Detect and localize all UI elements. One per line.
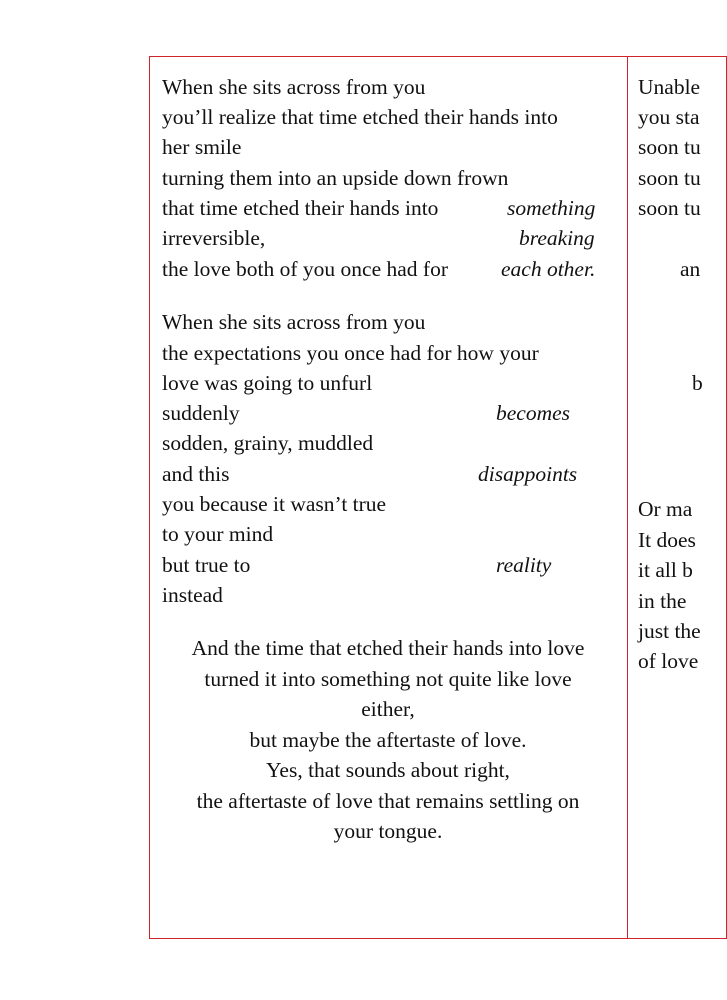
margin-word: each other. [501,257,596,281]
poem-line: you’ll realize that time etched their hands into [162,105,558,129]
poem-line: soon tu [638,196,701,220]
poem-line: the love both of you once had for [162,257,448,281]
margin-word: disappoints [478,462,578,486]
poem-page-left [149,56,628,939]
poem-line: in the [638,589,687,613]
poem-line: but true to [162,553,251,577]
poem-line: instead [162,583,223,607]
poem-line: suddenly [162,401,240,425]
margin-word: breaking [519,226,595,250]
poem-line: turning them into an upside down frown [162,166,509,190]
poem-line: and this [162,462,230,486]
poem-line: you because it wasn’t true [162,492,387,516]
margin-word: reality [496,553,552,577]
poem-line: just the [638,619,701,643]
poem-line: Yes, that sounds about right, [266,758,510,782]
poem-fragment: an [680,257,701,281]
poem-line: When she sits across from you [162,310,426,334]
poem-line: your tongue. [333,819,443,843]
poem-line: Or ma [638,497,693,521]
poem-line: but maybe the aftertaste of love. [249,728,527,752]
poem-line: When she sits across from you [162,75,426,99]
poem-line: either, [361,697,415,721]
poem-line: soon tu [638,135,701,159]
poem-line: Unable [638,75,701,99]
poem-line: sodden, grainy, muddled [162,431,374,455]
poem-line: it all b [638,558,693,582]
margin-word: becomes [496,401,571,425]
poem-line: And the time that etched their hands into love [191,636,585,660]
poem-fragment: b [692,371,703,395]
poem-page-right [627,56,727,939]
poem-line: to your mind [162,522,274,546]
poem-line: turned it into something not quite like love [204,667,572,691]
poem-line: that time etched their hands into [162,196,439,220]
poem-line: the aftertaste of love that remains settling on [196,789,580,813]
poem-line: the expectations you once had for how your [162,341,539,365]
poem-line: you sta [638,105,700,129]
poem-line: irreversible, [162,226,266,250]
margin-word: something [507,196,596,220]
poem-line: her smile [162,135,242,159]
poem-line: of love [638,649,699,673]
poem-line: soon tu [638,166,701,190]
poem-line: It does [638,528,696,552]
poem-line: love was going to unfurl [162,371,373,395]
